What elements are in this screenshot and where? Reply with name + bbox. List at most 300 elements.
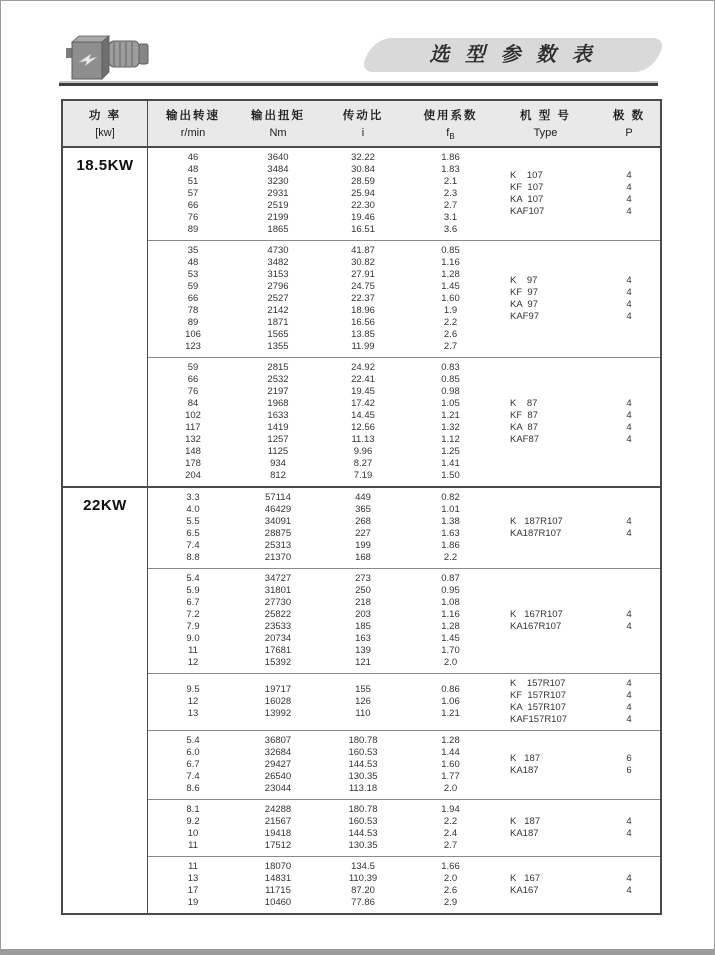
fb-value: 0.95 <box>441 585 460 597</box>
poles-value: 4 <box>626 299 632 311</box>
speed-column <box>148 573 238 669</box>
fb-value: 2.0 <box>443 873 458 885</box>
fb-value: 2.2 <box>443 816 458 828</box>
speed-value: 66 <box>187 200 199 212</box>
fb-value: 0.87 <box>441 573 460 585</box>
title-banner <box>367 38 659 72</box>
ratio-value: 18.96 <box>351 305 375 317</box>
speed-value: 12 <box>187 696 199 708</box>
ratio-value: 8.27 <box>353 458 373 470</box>
table-header-row <box>63 101 660 148</box>
ratio-value: 273 <box>355 573 371 585</box>
speed-column <box>148 492 238 564</box>
poles-value: 4 <box>626 714 632 726</box>
fb-value: 1.16 <box>441 257 460 269</box>
ratio-value: 130.35 <box>348 771 378 783</box>
speed-value: 5.5 <box>186 516 200 528</box>
torque-value: 1257 <box>267 434 289 446</box>
poles-value: 4 <box>626 311 632 323</box>
ratio-value: 168 <box>355 552 371 564</box>
torque-value: 14831 <box>264 873 292 885</box>
table-body <box>63 148 660 913</box>
torque-column <box>238 245 318 353</box>
poles-value: 6 <box>626 765 632 777</box>
poles-value: 4 <box>626 170 632 182</box>
ratio-value: 199 <box>355 540 371 552</box>
poles-column <box>598 753 660 777</box>
speed-value: 11 <box>188 861 198 873</box>
fb-value: 0.86 <box>441 684 460 696</box>
torque-value: 3640 <box>267 152 289 164</box>
fb-value: 3.6 <box>443 224 458 236</box>
fb-value: 1.06 <box>441 696 460 708</box>
poles-value: 4 <box>626 434 632 446</box>
poles-column <box>598 816 660 840</box>
header-divider-rule <box>59 83 658 86</box>
fb-value: 1.66 <box>441 861 460 873</box>
fb-value: 2.2 <box>443 552 458 564</box>
speed-value: 6.0 <box>186 747 200 759</box>
torque-value: 2815 <box>267 362 289 374</box>
ratio-value: 13.85 <box>351 329 375 341</box>
ratio-value: 77.86 <box>351 897 375 909</box>
ratio-value: 32.22 <box>351 152 375 164</box>
fb-value: 2.4 <box>443 828 458 840</box>
torque-column <box>238 573 318 669</box>
torque-value: 32684 <box>264 747 292 759</box>
torque-value: 16028 <box>264 696 292 708</box>
parameter-group <box>148 357 660 486</box>
torque-value: 36807 <box>264 735 292 747</box>
speed-value: 10 <box>187 828 199 840</box>
torque-value: 934 <box>270 458 286 470</box>
fb-value: 0.82 <box>441 492 460 504</box>
speed-value: 148 <box>185 446 201 458</box>
ratio-value: 27.91 <box>351 269 375 281</box>
torque-value: 34091 <box>264 516 292 528</box>
parameter-group <box>148 240 660 357</box>
torque-value: 31801 <box>264 585 292 597</box>
poles-value: 6 <box>626 753 632 765</box>
torque-value: 19418 <box>264 828 292 840</box>
speed-value: 17 <box>187 885 199 897</box>
fb-column <box>408 152 493 236</box>
fb-value: 1.83 <box>441 164 460 176</box>
header-poles: 极 数 P <box>612 110 646 139</box>
parameter-group <box>148 856 660 913</box>
fb-value: 1.86 <box>441 540 460 552</box>
fb-value: 2.7 <box>443 341 458 353</box>
poles-value: 4 <box>626 410 632 422</box>
fb-column <box>408 492 493 564</box>
torque-value: 28875 <box>264 528 292 540</box>
fb-column <box>408 735 493 795</box>
ratio-value: 139 <box>355 645 371 657</box>
poles-value: 4 <box>626 690 632 702</box>
fb-value: 1.01 <box>441 504 460 516</box>
model-type: K 167 <box>510 873 541 885</box>
speed-value: 6.7 <box>186 759 200 771</box>
poles-value: 4 <box>626 702 632 714</box>
model-type: K 97 <box>510 275 538 287</box>
ratio-value: 218 <box>355 597 371 609</box>
torque-value: 25822 <box>264 609 292 621</box>
speed-value: 66 <box>187 374 199 386</box>
poles-value: 4 <box>626 873 632 885</box>
ratio-column <box>318 152 408 236</box>
torque-value: 26540 <box>264 771 292 783</box>
ratio-column <box>318 684 408 720</box>
torque-value: 2931 <box>267 188 289 200</box>
speed-value: 204 <box>185 470 201 482</box>
speed-value: 76 <box>187 386 199 398</box>
torque-value: 29427 <box>264 759 292 771</box>
ratio-value: 16.56 <box>351 317 375 329</box>
torque-column <box>238 492 318 564</box>
speed-value: 132 <box>185 434 201 446</box>
ratio-value: 17.42 <box>351 398 375 410</box>
ratio-value: 227 <box>355 528 371 540</box>
fb-value: 1.45 <box>441 281 460 293</box>
fb-value: 0.85 <box>441 374 460 386</box>
ratio-value: 12.56 <box>351 422 375 434</box>
ratio-value: 11.99 <box>351 341 375 353</box>
ratio-value: 11.13 <box>351 434 375 446</box>
ratio-value: 160.53 <box>348 816 378 828</box>
speed-column <box>148 804 238 852</box>
header-output-torque: 输出扭矩 Nm <box>251 110 305 139</box>
fb-value: 1.41 <box>441 458 460 470</box>
fb-value: 1.28 <box>441 269 460 281</box>
speed-value: 51 <box>187 176 199 188</box>
torque-value: 2796 <box>267 281 289 293</box>
poles-value: 4 <box>626 528 632 540</box>
fb-value: 0.98 <box>441 386 460 398</box>
torque-value: 3230 <box>267 176 289 188</box>
torque-value: 1968 <box>267 398 289 410</box>
torque-value: 24288 <box>264 804 292 816</box>
speed-value: 7.4 <box>186 540 200 552</box>
speed-column <box>148 684 238 720</box>
fb-value: 1.32 <box>441 422 460 434</box>
ratio-value: 268 <box>355 516 371 528</box>
ratio-value: 365 <box>355 504 371 516</box>
poles-column <box>598 170 660 218</box>
torque-column <box>238 362 318 482</box>
speed-value: 7.2 <box>186 609 200 621</box>
speed-value: 84 <box>187 398 199 410</box>
model-type: K 187 <box>510 816 541 828</box>
group-list <box>148 148 660 486</box>
fb-value: 1.21 <box>441 708 460 720</box>
fb-value: 1.60 <box>441 759 460 771</box>
ratio-value: 130.35 <box>348 840 378 852</box>
fb-value: 1.44 <box>441 747 460 759</box>
parameter-group <box>148 148 660 240</box>
torque-value: 2532 <box>267 374 289 386</box>
model-type: KA167 <box>510 885 539 897</box>
speed-value: 117 <box>185 422 201 434</box>
poles-column <box>598 275 660 323</box>
model-type: KF 87 <box>510 410 538 422</box>
poles-value: 4 <box>626 816 632 828</box>
ratio-value: 30.82 <box>351 257 375 269</box>
torque-value: 3484 <box>267 164 289 176</box>
speed-value: 12 <box>187 657 199 669</box>
speed-value: 19 <box>187 897 199 909</box>
torque-value: 3153 <box>267 269 289 281</box>
model-type: KF 97 <box>510 287 538 299</box>
parameter-group <box>148 568 660 673</box>
speed-value: 89 <box>187 224 199 236</box>
ratio-value: 180.78 <box>348 735 378 747</box>
ratio-column <box>318 362 408 482</box>
torque-value: 23533 <box>264 621 292 633</box>
torque-value: 17681 <box>264 645 292 657</box>
torque-value: 20734 <box>264 633 292 645</box>
speed-value: 178 <box>185 458 201 470</box>
poles-value: 4 <box>626 828 632 840</box>
type-column <box>493 609 598 633</box>
ratio-value: 25.94 <box>351 188 375 200</box>
ratio-value: 16.51 <box>351 224 375 236</box>
torque-value: 2142 <box>267 305 289 317</box>
speed-column <box>148 245 238 353</box>
poles-value: 4 <box>626 516 632 528</box>
torque-value: 34727 <box>264 573 292 585</box>
ratio-value: 134.5 <box>351 861 375 873</box>
torque-value: 1633 <box>267 410 289 422</box>
ratio-value: 449 <box>355 492 371 504</box>
fb-value: 1.77 <box>441 771 460 783</box>
fb-value: 2.7 <box>443 840 458 852</box>
ratio-value: 30.84 <box>351 164 375 176</box>
speed-value: 106 <box>185 329 201 341</box>
ratio-value: 7.19 <box>353 470 373 482</box>
speed-value: 59 <box>187 281 199 293</box>
ratio-column <box>318 573 408 669</box>
fb-value: 2.0 <box>443 783 458 795</box>
speed-value: 13 <box>187 873 199 885</box>
speed-value: 8.1 <box>186 804 200 816</box>
torque-column <box>238 861 318 909</box>
ratio-column <box>318 804 408 852</box>
fb-value: 1.16 <box>441 609 460 621</box>
model-type: KAF107 <box>510 206 545 218</box>
fb-value: 1.25 <box>441 446 460 458</box>
fb-value: 1.50 <box>441 470 460 482</box>
fb-value: 2.1 <box>443 176 458 188</box>
speed-value: 5.4 <box>186 735 200 747</box>
gear-motor-logo <box>65 28 157 89</box>
model-type: KA167R107 <box>510 621 562 633</box>
speed-value: 78 <box>187 305 199 317</box>
model-type: K 107 <box>510 170 543 182</box>
fb-value: 1.28 <box>441 621 460 633</box>
group-list <box>148 488 660 913</box>
torque-value: 46429 <box>264 504 292 516</box>
fb-value: 1.45 <box>441 633 460 645</box>
type-column <box>493 398 598 446</box>
type-column <box>493 753 598 777</box>
poles-value: 4 <box>626 287 632 299</box>
ratio-column <box>318 492 408 564</box>
torque-value: 1355 <box>267 341 289 353</box>
speed-value: 48 <box>187 257 199 269</box>
fb-column <box>408 245 493 353</box>
torque-column <box>238 804 318 852</box>
type-column <box>493 678 598 726</box>
model-type: KAF157R107 <box>510 714 568 726</box>
torque-value: 10460 <box>264 897 292 909</box>
fb-column <box>408 684 493 720</box>
torque-value: 21567 <box>264 816 292 828</box>
fb-value: 3.1 <box>443 212 458 224</box>
ratio-value: 19.45 <box>351 386 375 398</box>
fb-column <box>408 861 493 909</box>
speed-value: 57 <box>187 188 199 200</box>
fb-column <box>408 573 493 669</box>
model-type: K 187R107 <box>510 516 563 528</box>
poles-column <box>598 678 660 726</box>
poles-value: 4 <box>626 206 632 218</box>
torque-column <box>238 735 318 795</box>
fb-value: 1.94 <box>441 804 460 816</box>
speed-value: 7.4 <box>186 771 200 783</box>
ratio-value: 110 <box>355 708 371 720</box>
ratio-value: 41.87 <box>351 245 375 257</box>
torque-value: 17512 <box>264 840 292 852</box>
torque-column <box>238 152 318 236</box>
ratio-value: 163 <box>355 633 371 645</box>
torque-value: 1865 <box>267 224 289 236</box>
speed-value: 9.2 <box>186 816 200 828</box>
header-output-speed: 输出转速 r/min <box>166 110 220 139</box>
model-type: KA187R107 <box>510 528 562 540</box>
torque-value: 25313 <box>264 540 292 552</box>
torque-value: 19717 <box>264 684 292 696</box>
model-type: KF 157R107 <box>510 690 566 702</box>
type-column <box>493 873 598 897</box>
speed-column <box>148 735 238 795</box>
parameter-group <box>148 799 660 856</box>
ratio-value: 160.53 <box>348 747 378 759</box>
torque-value: 1871 <box>267 317 289 329</box>
power-label: 22KW <box>63 488 148 913</box>
ratio-value: 24.92 <box>351 362 375 374</box>
torque-value: 3482 <box>267 257 289 269</box>
type-column <box>493 275 598 323</box>
ratio-value: 144.53 <box>348 759 378 771</box>
ratio-value: 22.41 <box>351 374 375 386</box>
torque-value: 18070 <box>264 861 292 873</box>
power-section <box>63 148 660 486</box>
poles-column <box>598 609 660 633</box>
model-type: KA187 <box>510 765 539 777</box>
ratio-value: 19.46 <box>351 212 375 224</box>
ratio-value: 203 <box>355 609 371 621</box>
speed-value: 89 <box>187 317 199 329</box>
ratio-value: 9.96 <box>353 446 373 458</box>
fb-value: 1.9 <box>443 305 458 317</box>
torque-value: 4730 <box>267 245 289 257</box>
model-type: K 167R107 <box>510 609 563 621</box>
poles-value: 4 <box>626 678 632 690</box>
fb-column <box>408 804 493 852</box>
fb-value: 1.86 <box>441 152 460 164</box>
header-service-factor: 使用系数 $f_B$ <box>423 110 478 142</box>
speed-value: 59 <box>187 362 199 374</box>
fb-value: 1.05 <box>441 398 460 410</box>
ratio-value: 180.78 <box>348 804 378 816</box>
torque-value: 57114 <box>265 492 291 504</box>
speed-value: 53 <box>187 269 199 281</box>
fb-value: 2.7 <box>443 200 458 212</box>
fb-value: 2.3 <box>443 188 458 200</box>
speed-value: 7.9 <box>186 621 200 633</box>
ratio-column <box>318 861 408 909</box>
header-model-type: 机 型 号 Type <box>520 110 571 139</box>
torque-value: 15392 <box>264 657 292 669</box>
torque-value: 2519 <box>267 200 289 212</box>
fb-value: 1.38 <box>441 516 460 528</box>
torque-value: 812 <box>270 470 286 482</box>
ratio-column <box>318 735 408 795</box>
speed-value: 123 <box>185 341 201 353</box>
torque-value: 11715 <box>265 885 291 897</box>
speed-value: 4.0 <box>186 504 200 516</box>
model-type: K 87 <box>510 398 538 410</box>
poles-column <box>598 516 660 540</box>
fb-value: 1.08 <box>441 597 460 609</box>
speed-value: 76 <box>187 212 199 224</box>
model-type: KA 157R107 <box>510 702 566 714</box>
poles-value: 4 <box>626 609 632 621</box>
poles-value: 4 <box>626 275 632 287</box>
speed-value: 11 <box>188 645 198 657</box>
fb-value: 2.0 <box>443 657 458 669</box>
page-title: 选 型 参 数 表 <box>429 44 597 66</box>
speed-value: 8.8 <box>186 552 200 564</box>
ratio-value: 22.37 <box>351 293 375 305</box>
gear-motor-icon <box>65 28 157 84</box>
fb-column <box>408 362 493 482</box>
parameter-group <box>148 488 660 568</box>
torque-value: 1125 <box>267 446 289 458</box>
poles-value: 4 <box>626 621 632 633</box>
torque-value: 2199 <box>267 212 289 224</box>
speed-value: 3.3 <box>186 492 200 504</box>
poles-value: 4 <box>626 885 632 897</box>
ratio-value: 87.20 <box>351 885 375 897</box>
model-type: KA 87 <box>510 422 538 434</box>
model-type: KF 107 <box>510 182 544 194</box>
poles-column <box>598 873 660 897</box>
speed-value: 5.9 <box>186 585 200 597</box>
ratio-value: 126 <box>355 696 371 708</box>
poles-value: 4 <box>626 182 632 194</box>
page-footer-bar <box>1 949 714 954</box>
speed-value: 66 <box>187 293 199 305</box>
fb-value: 1.12 <box>441 434 460 446</box>
speed-value: 48 <box>187 164 199 176</box>
speed-value: 35 <box>187 245 199 257</box>
header-power: 功 率 [kw] <box>63 101 148 146</box>
speed-value: 9.0 <box>186 633 200 645</box>
model-type: K 157R107 <box>510 678 566 690</box>
torque-value: 13992 <box>264 708 292 720</box>
model-type: K 187 <box>510 753 541 765</box>
